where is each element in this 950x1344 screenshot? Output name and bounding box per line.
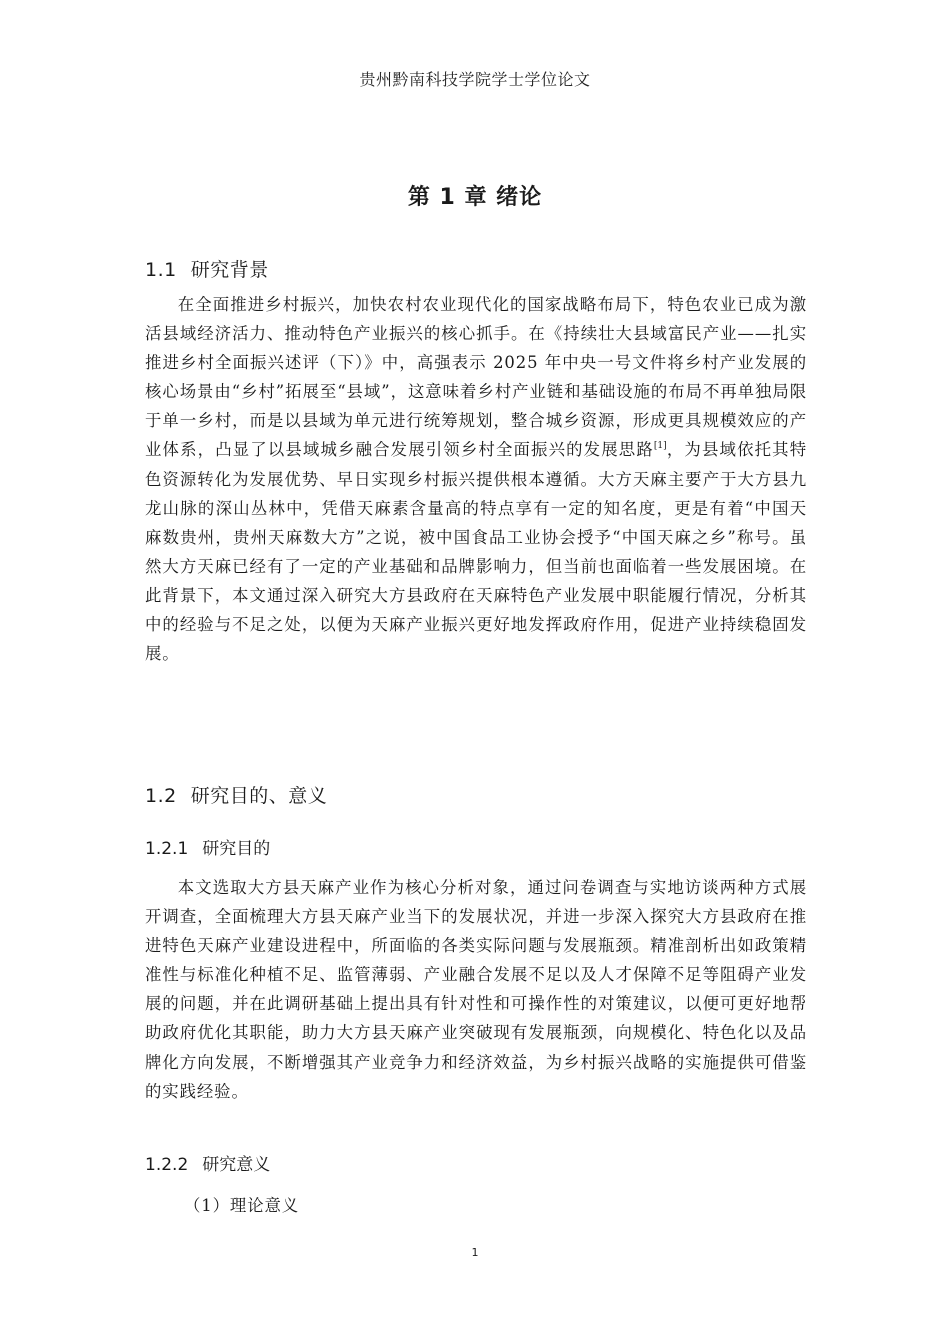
subsection-title: 研究目的	[202, 839, 271, 859]
subsection-heading-1-2-2	[145, 1150, 270, 1175]
subsection-heading-1-2-1	[145, 834, 270, 859]
chapter-title: 第 1 章 绪论	[407, 185, 543, 210]
paragraph-research-background	[145, 290, 807, 668]
subsection-number: 1.2.2	[145, 1155, 189, 1175]
section-title: 研究目的、意义	[190, 785, 328, 807]
paragraph-text: ，为县域依托其特色资源转化为发展优势、早日实现乡村振兴提供根本遵循。大方天麻主要产于大方县九龙山脉的深山丛林中，凭借天麻素含量高的特点享有一定的知名度，更是有着“中国天麻数贵州，贵州天麻数大方”之说，被中国食品工业协会授予“中国天麻之乡”称号。虽然大方天麻已经有了一定的产业基础和品牌影响力，但当前也面临着一些发展困境。在此背景下，本文通过深入研究大方县政府在天麻特色产业发展中职能履行情况，分析其中的经验与不足之处，以便为天麻产业振兴更好地发挥政府作用，促进产业持续稳固发展。	[145, 440, 808, 664]
header-divider	[143, 96, 807, 97]
section-heading-1-2	[145, 781, 327, 808]
running-header: 贵州黔南科技学院学士学位论文	[359, 70, 591, 89]
paragraph-text: 在全面推进乡村振兴，加快农村农业现代化的国家战略布局下，特色农业已成为激活县域经济活力、推动特色产业振兴的核心抓手。在《持续壮大县域富民产业——扎实推进乡村全面振兴述评（下）》中，高强表示 2025 年中央一号文件将乡村产业发展的核心场景由“乡村”拓展至“县域”，这意味着乡村产业链和基础设施的布局不再单独局限于单一乡村，而是以县域为单元进行统筹规划，整合城乡资源，形成更具规模效应的产业体系，凸显了以县域城乡融合发展引领乡村全面振兴的发展思路	[145, 295, 807, 460]
subsection-title: 研究意义	[202, 1155, 271, 1175]
subsection-number: 1.2.1	[145, 839, 189, 859]
list-item-theoretical-significance: （1）理论意义	[184, 1196, 300, 1215]
section-number: 1.1	[145, 259, 177, 281]
citation-reference[interactable]: [1]	[653, 441, 667, 452]
page-number: 1	[471, 1246, 479, 1259]
section-title: 研究背景	[190, 259, 269, 281]
section-number: 1.2	[145, 785, 177, 807]
paragraph-research-purpose: 本文选取大方县天麻产业作为核心分析对象，通过问卷调查与实地访谈两种方式展开调查，全面梳理大方县天麻产业当下的发展状况，并进一步深入探究大方县政府在推进特色天麻产业建设进程中，所面临的各类实际问题与发展瓶颈。精准剖析出如政策精准性与标准化种植不足、监管薄弱、产业融合发展不足以及人才保障不足等阻碍产业发展的问题，并在此调研基础上提出具有针对性和可操作性的对策建议，以便可更好地帮助政府优化其职能，助力大方县天麻产业突破现有发展瓶颈，向规模化、特色化以及品牌化方向发展，不断增强其产业竞争力和经济效益，为乡村振兴战略的实施提供可借鉴的实践经验。	[145, 878, 807, 1101]
section-heading-1-1	[145, 255, 269, 282]
